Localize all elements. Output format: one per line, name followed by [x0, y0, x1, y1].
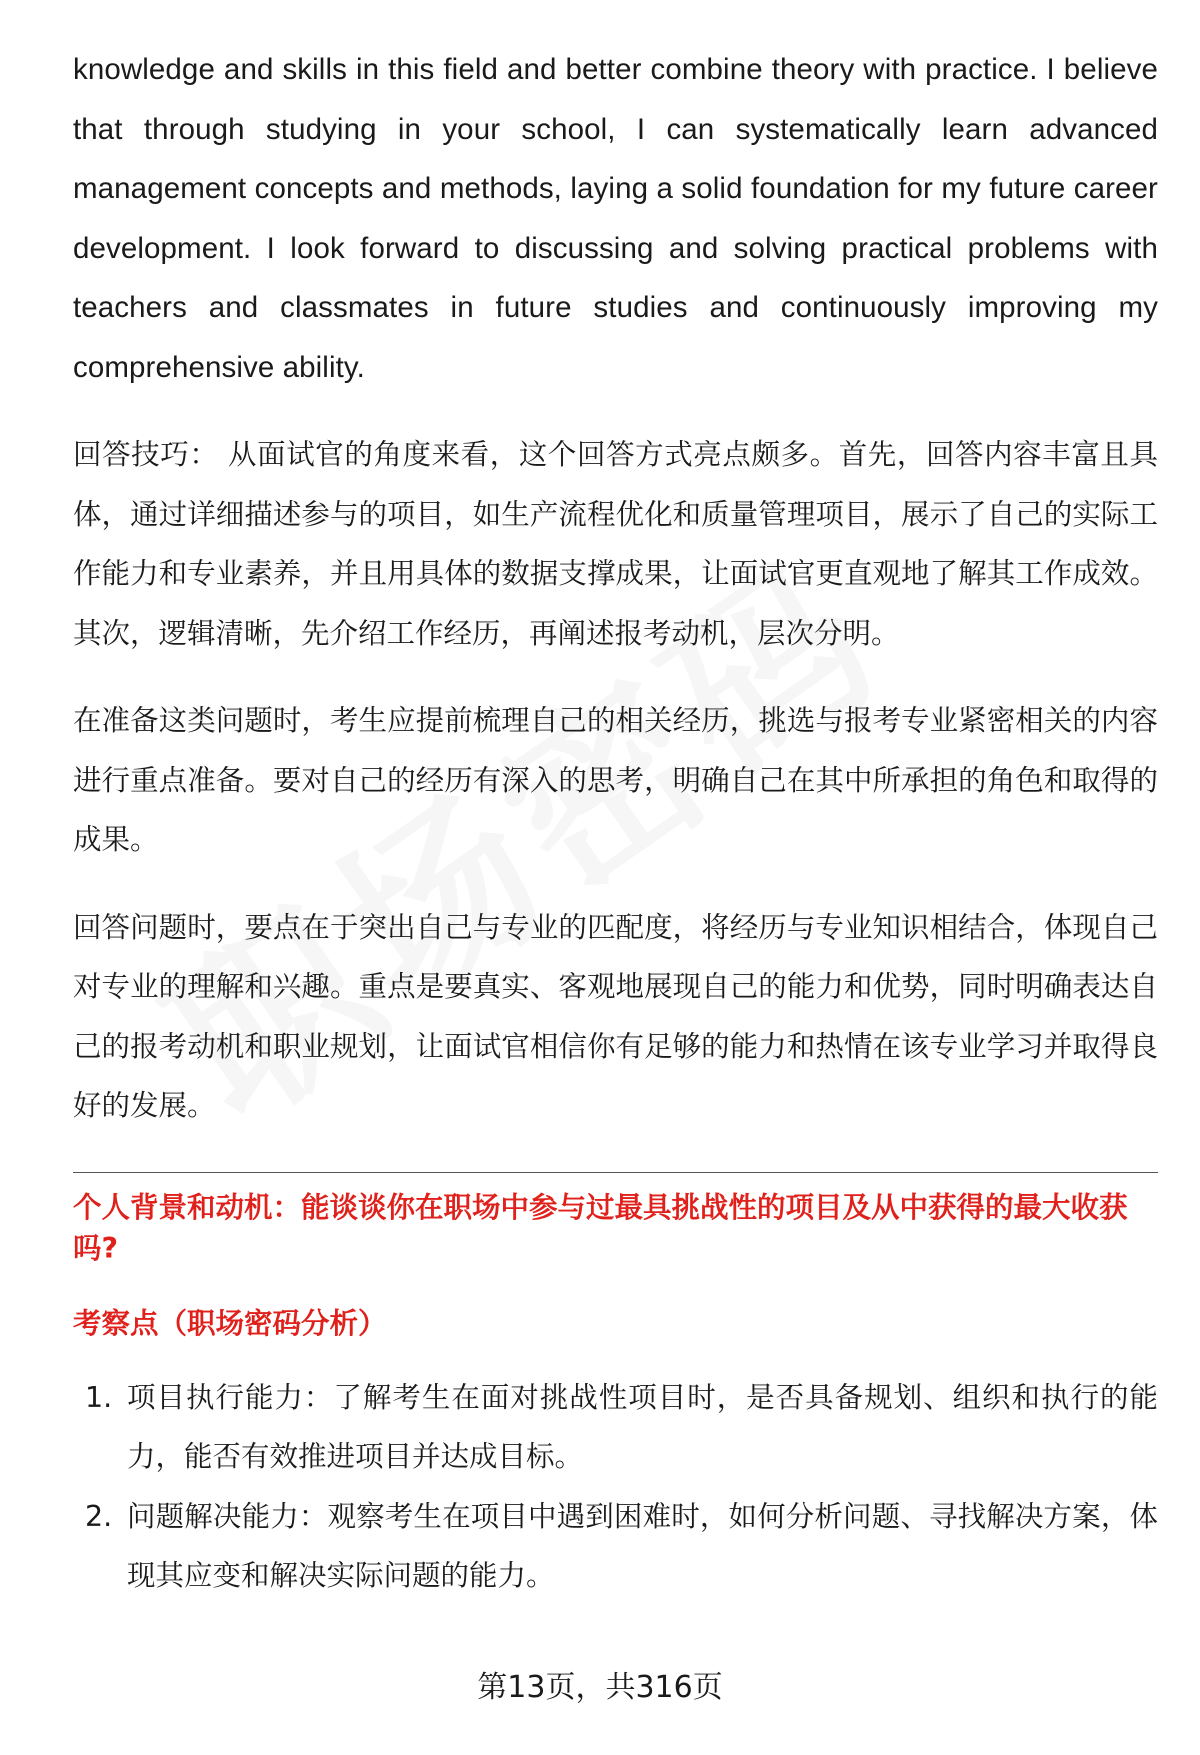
- focus-list: [73, 1368, 1158, 1606]
- list-number: 1.: [85, 1380, 113, 1414]
- page-number: 第13页，共316页: [477, 1670, 723, 1705]
- list-text: 问题解决能力：观察考生在项目中遇到困难时，如何分析问题、寻找解决方案，体现其应变和解决实际问题的能力。: [127, 1499, 1158, 1592]
- intro-paragraph: knowledge and skills in this field and better combine theory with practice. I believe that through studying in your school, I can systematically learn advanced management concepts and methods, laying a solid foundation for my future career development. I look forward to discussing and solving practical problems with teachers and classmates in future studies and continuously improving my comprehensive ability.: [73, 53, 1158, 384]
- prep-paragraph: 在准备这类问题时，考生应提前梳理自己的相关经历，挑选与报考专业紧密相关的内容进行重点准备。要对自己的经历有深入的思考，明确自己在其中所承担的角色和取得的成果。: [73, 704, 1158, 856]
- answer-paragraph: 回答问题时，要点在于突出自己与专业的匹配度，将经历与专业知识相结合，体现自己对专业的理解和兴趣。重点是要真实、客观地展现自己的能力和优势，同时明确表达自己的报考动机和职业规划，让面试官相信你有足够的能力和热情在该专业学习并取得良好的发展。: [73, 910, 1158, 1122]
- question-heading: 个人背景和动机：能谈谈你在职场中参与过最具挑战性的项目及从中获得的最大收获吗?: [73, 1190, 1128, 1265]
- focus-heading: 考察点（职场密码分析）: [73, 1306, 387, 1340]
- page-content: [73, 40, 1158, 1606]
- list-item: [73, 1487, 1158, 1606]
- list-text: 项目执行能力：了解考生在面对挑战性项目时，是否具备规划、组织和执行的能力，能否有效推进项目并达成目标。: [127, 1380, 1158, 1473]
- list-item: [73, 1368, 1158, 1487]
- tips-paragraph: 回答技巧： 从面试官的角度来看，这个回答方式亮点颇多。首先，回答内容丰富且具体，通过详细描述参与的项目，如生产流程优化和质量管理项目，展示了自己的实际工作能力和专业素养，并且用具体的数据支撑成果，让面试官更直观地了解其工作成效。其次，逻辑清晰，先介绍工作经历，再阐述报考动机，层次分明。: [73, 438, 1158, 650]
- list-number: 2.: [85, 1499, 113, 1533]
- section-divider: [73, 1172, 1158, 1173]
